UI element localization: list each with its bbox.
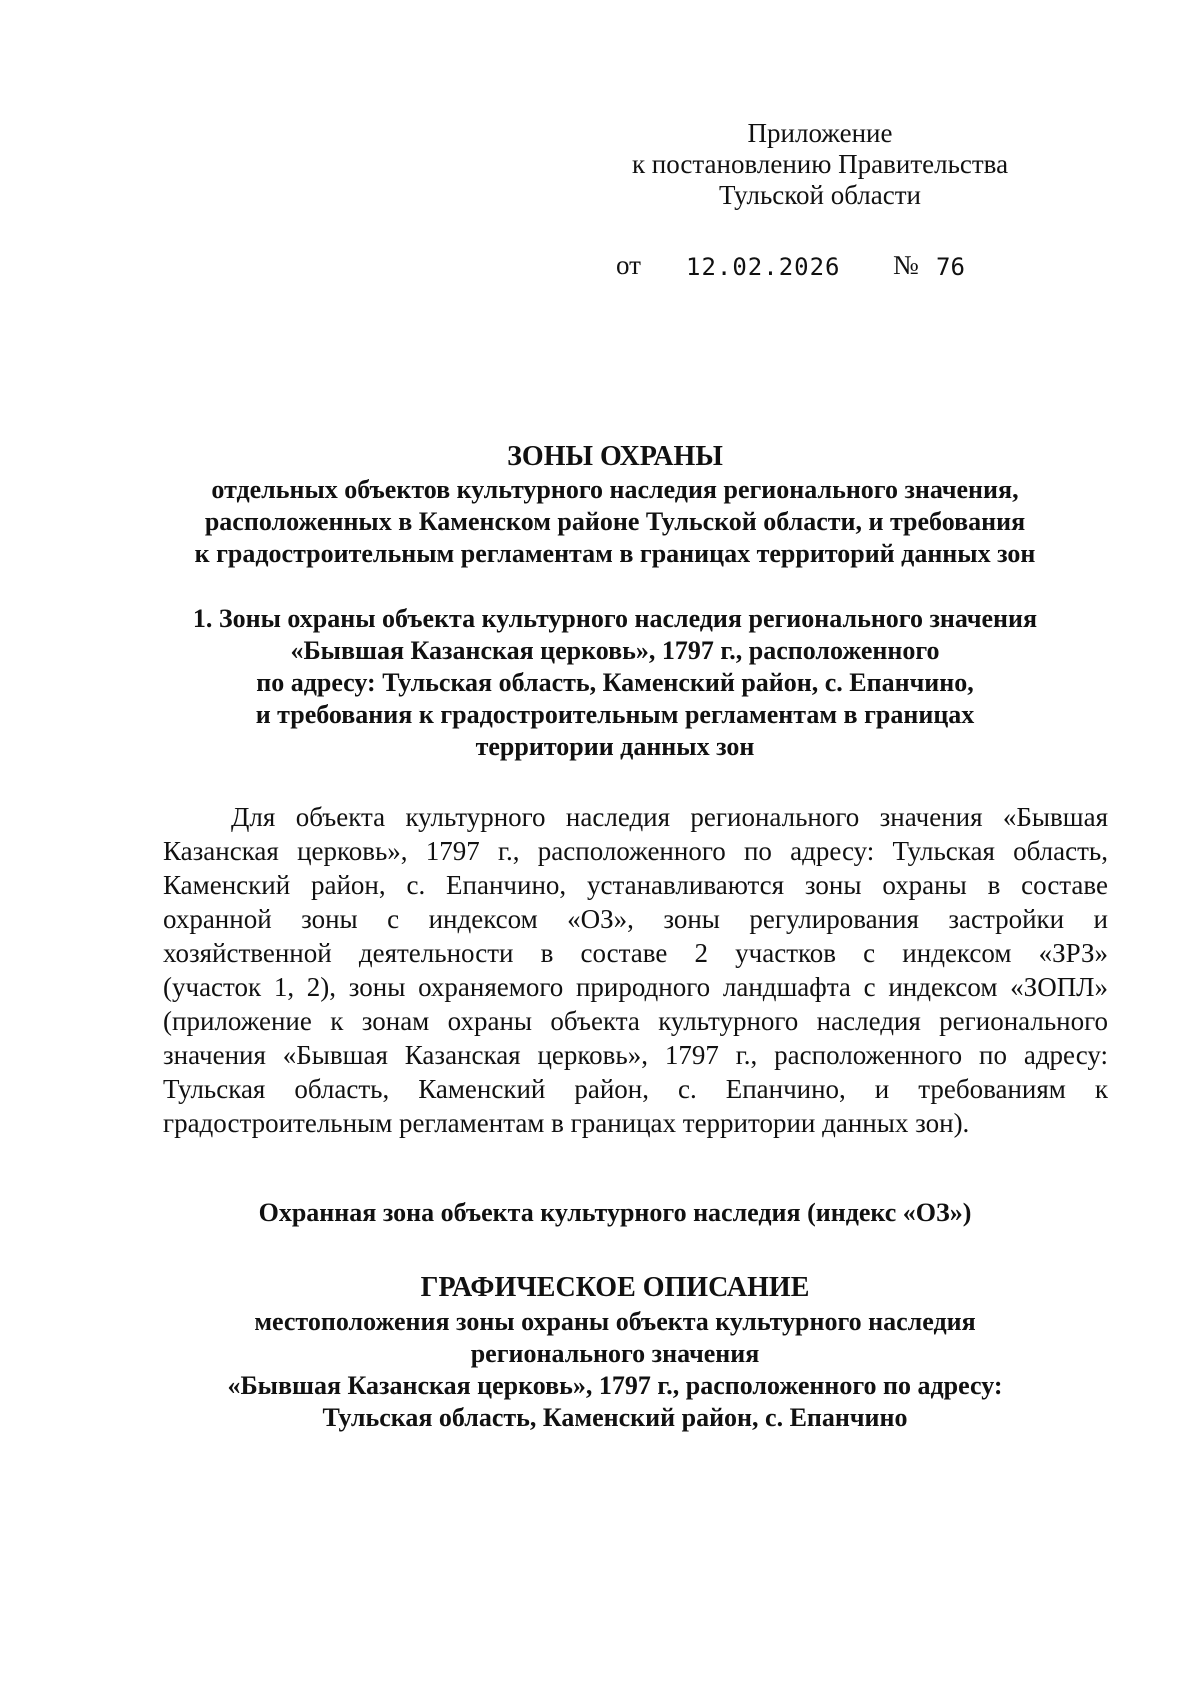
- section-1-line-3: по адресу: Тульская область, Каменский район, с. Епанчино,: [256, 668, 974, 697]
- paragraph-line: Для объекта культурного наследия регионального значения «Бывшая: [231, 802, 1108, 832]
- paragraph-line: (участок 1, 2), зоны охраняемого природного ландшафта с индексом «ЗОПЛ»: [163, 972, 1108, 1002]
- number-label: №: [893, 250, 919, 280]
- graphic-description-line-1: местоположения зоны охраны объекта культурного наследия: [254, 1307, 976, 1336]
- paragraph-line: хозяйственной деятельности в составе 2 участков с индексом «ЗРЗ»: [163, 938, 1108, 968]
- body-paragraph: [163, 800, 1108, 1140]
- section-1-line-1: 1. Зоны охраны объекта культурного наследия регионального значения: [192, 604, 1038, 633]
- paragraph-line: охранной зоны с индексом «ОЗ», зоны регулирования застройки и: [163, 904, 1108, 934]
- section-1-heading: [120, 603, 1110, 763]
- appendix-line-1: Приложение: [747, 118, 893, 148]
- title-main: ЗОНЫ ОХРАНЫ: [507, 441, 723, 472]
- document-date: 12.02.2026: [686, 253, 841, 281]
- appendix-line-3: Тульской области: [719, 180, 921, 210]
- appendix-header: [600, 118, 1040, 211]
- graphic-description-line-4: Тульская область, Каменский район, с. Епанчино: [322, 1403, 908, 1432]
- document-title: [120, 440, 1110, 570]
- graphic-description-line-2: регионального значения: [470, 1339, 760, 1368]
- zone-heading: [120, 1197, 1110, 1229]
- paragraph-line: градостроительным регламентам в границах территории данных зон).: [163, 1108, 970, 1138]
- section-1-line-2: «Бывшая Казанская церковь», 1797 г., расположенного: [290, 636, 940, 665]
- document-number: 76: [936, 253, 965, 281]
- paragraph-line: значения «Бывшая Казанская церковь», 1797 г., расположенного по адресу:: [163, 1040, 1108, 1070]
- paragraph-line: (приложение к зонам охраны объекта культурного наследия регионального: [163, 1006, 1108, 1036]
- graphic-description-title: ГРАФИЧЕСКОЕ ОПИСАНИЕ: [420, 1272, 810, 1303]
- title-line-2: расположенных в Каменском районе Тульской области, и требования: [204, 507, 1026, 536]
- title-line-3: к градостроительным регламентам в границах территорий данных зон: [194, 539, 1036, 568]
- paragraph-line: Каменский район, с. Епанчино, устанавливаются зоны охраны в составе: [163, 870, 1108, 900]
- zone-heading-text: Охранная зона объекта культурного наследия (индекс «ОЗ»): [258, 1198, 972, 1227]
- section-1-line-4: и требования к градостроительным регламентам в границах: [255, 700, 975, 729]
- title-line-1: отдельных объектов культурного наследия регионального значения,: [211, 475, 1019, 504]
- paragraph-line: Тульская область, Каменский район, с. Епанчино, и требованиям к: [163, 1074, 1108, 1104]
- section-1-line-5: территории данных зон: [475, 732, 755, 761]
- date-from-label: от: [616, 250, 641, 280]
- appendix-line-2: к постановлению Правительства: [631, 149, 1009, 179]
- paragraph-line: Казанская церковь», 1797 г., расположенного по адресу: Тульская область,: [163, 836, 1108, 866]
- graphic-description-line-3: «Бывшая Казанская церковь», 1797 г., расположенного по адресу:: [227, 1371, 1003, 1400]
- graphic-description-heading: [120, 1270, 1110, 1434]
